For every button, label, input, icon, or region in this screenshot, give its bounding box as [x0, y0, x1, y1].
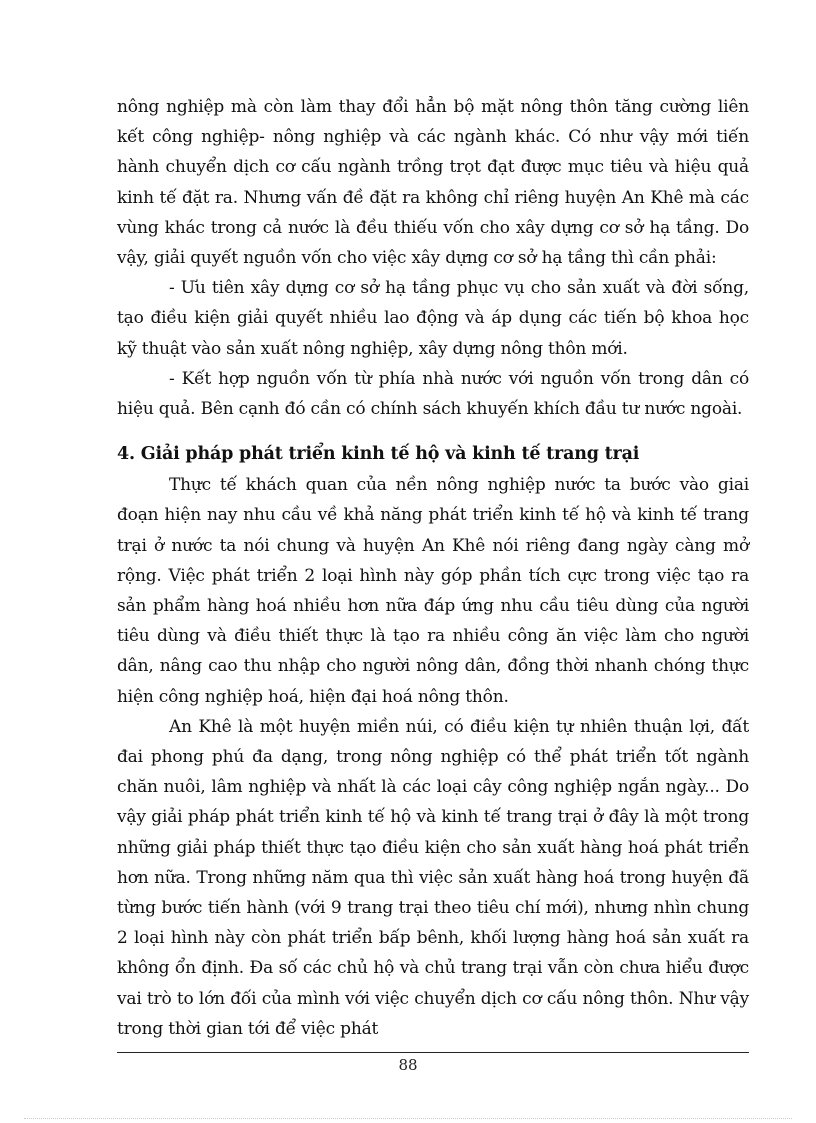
page-body: [117, 92, 749, 1044]
paragraph-objective-reality: Thực tế khách quan của nền nông nghiệp nước ta bước vào giai đoạn hiện nay nhu cầu về khả năng phát triển kinh tế hộ và kinh tế trang trại ở nước ta nói chung và huyện An Khê nói riêng đang ngày càng mở rộng. Việc phát triển 2 loại hình này góp phần tích cực trong việc tạo ra sản phẩm hàng hoá nhiều hơn nữa đáp ứng nhu cầu tiêu dùng của người tiêu dùng và điều thiết thực là tạo ra nhiều công ăn việc làm cho người dân, nâng cao thu nhập cho người nông dân, đồng thời nhanh chóng thực hiện công nghiệp hoá, hiện đại hoá nông thôn.: [117, 475, 749, 707]
page-edge-divider: [24, 1118, 792, 1119]
paragraph-an-khe: An Khê là một huyện miền núi, có điều kiện tự nhiên thuận lợi, đất đai phong phú đa dạng, trong nông nghiệp có thể phát triển tốt ngành chăn nuôi, lâm nghiệp và nhất là các loại cây công nghiệp ngắn ngày... Do vậy giải pháp phát triển kinh tế hộ và kinh tế trang trại ở đây là một trong những giải pháp thiết thực tạo điều kiện cho sản xuất hàng hoá phát triển hơn nữa. Trong những năm qua thì việc sản xuất hàng hoá trong huyện đã từng bước tiến hành (với 9 trang trại theo tiêu chí mới), nhưng nhìn chung 2 loại hình này còn phát triển bấp bênh, khối lượng hàng hoá sản xuất ra không ổn định. Đa số các chủ hộ và chủ trang trại vẫn còn chưa hiểu được vai trò to lớn đối của mình với việc chuyển dịch cơ cấu nông thôn. Như vậy trong thời gian tới để việc phát: [117, 716, 749, 1039]
paragraph-continued: nông nghiệp mà còn làm thay đổi hẳn bộ mặt nông thôn tăng cường liên kết công nghiệp- nông nghiệp và các ngành khác. Có như vậy mới tiến hành chuyển dịch cơ cấu ngành trồng trọt đạt được mục tiêu và hiệu quả kinh tế đặt ra. Nhưng vấn đề đặt ra không chỉ riêng huyện An Khê mà các vùng khác trong cả nước là đều thiếu vốn cho xây dựng cơ sở hạ tầng. Do vậy, giải quyết nguồn vốn cho việc xây dựng cơ sở hạ tầng thì cần phải:: [117, 97, 749, 269]
section-heading: 4. Giải pháp phát triển kinh tế hộ và kinh tế trang trại: [117, 444, 640, 465]
page-number: 88: [398, 1056, 418, 1074]
footer-divider: [117, 1052, 749, 1053]
bullet-combine-capital: - Kết hợp nguồn vốn từ phía nhà nước với nguồn vốn trong dân có hiệu quả. Bên cạnh đó cần có chính sách khuyến khích đầu tư nước ngoài.: [117, 368, 749, 420]
bullet-infrastructure-priority: - Ưu tiên xây dựng cơ sở hạ tầng phục vụ cho sản xuất và đời sống, tạo điều kiện giải quyết nhiều lao động và áp dụng các tiến bộ khoa học kỹ thuật vào sản xuất nông nghiệp, xây dựng nông thôn mới.: [117, 278, 749, 359]
